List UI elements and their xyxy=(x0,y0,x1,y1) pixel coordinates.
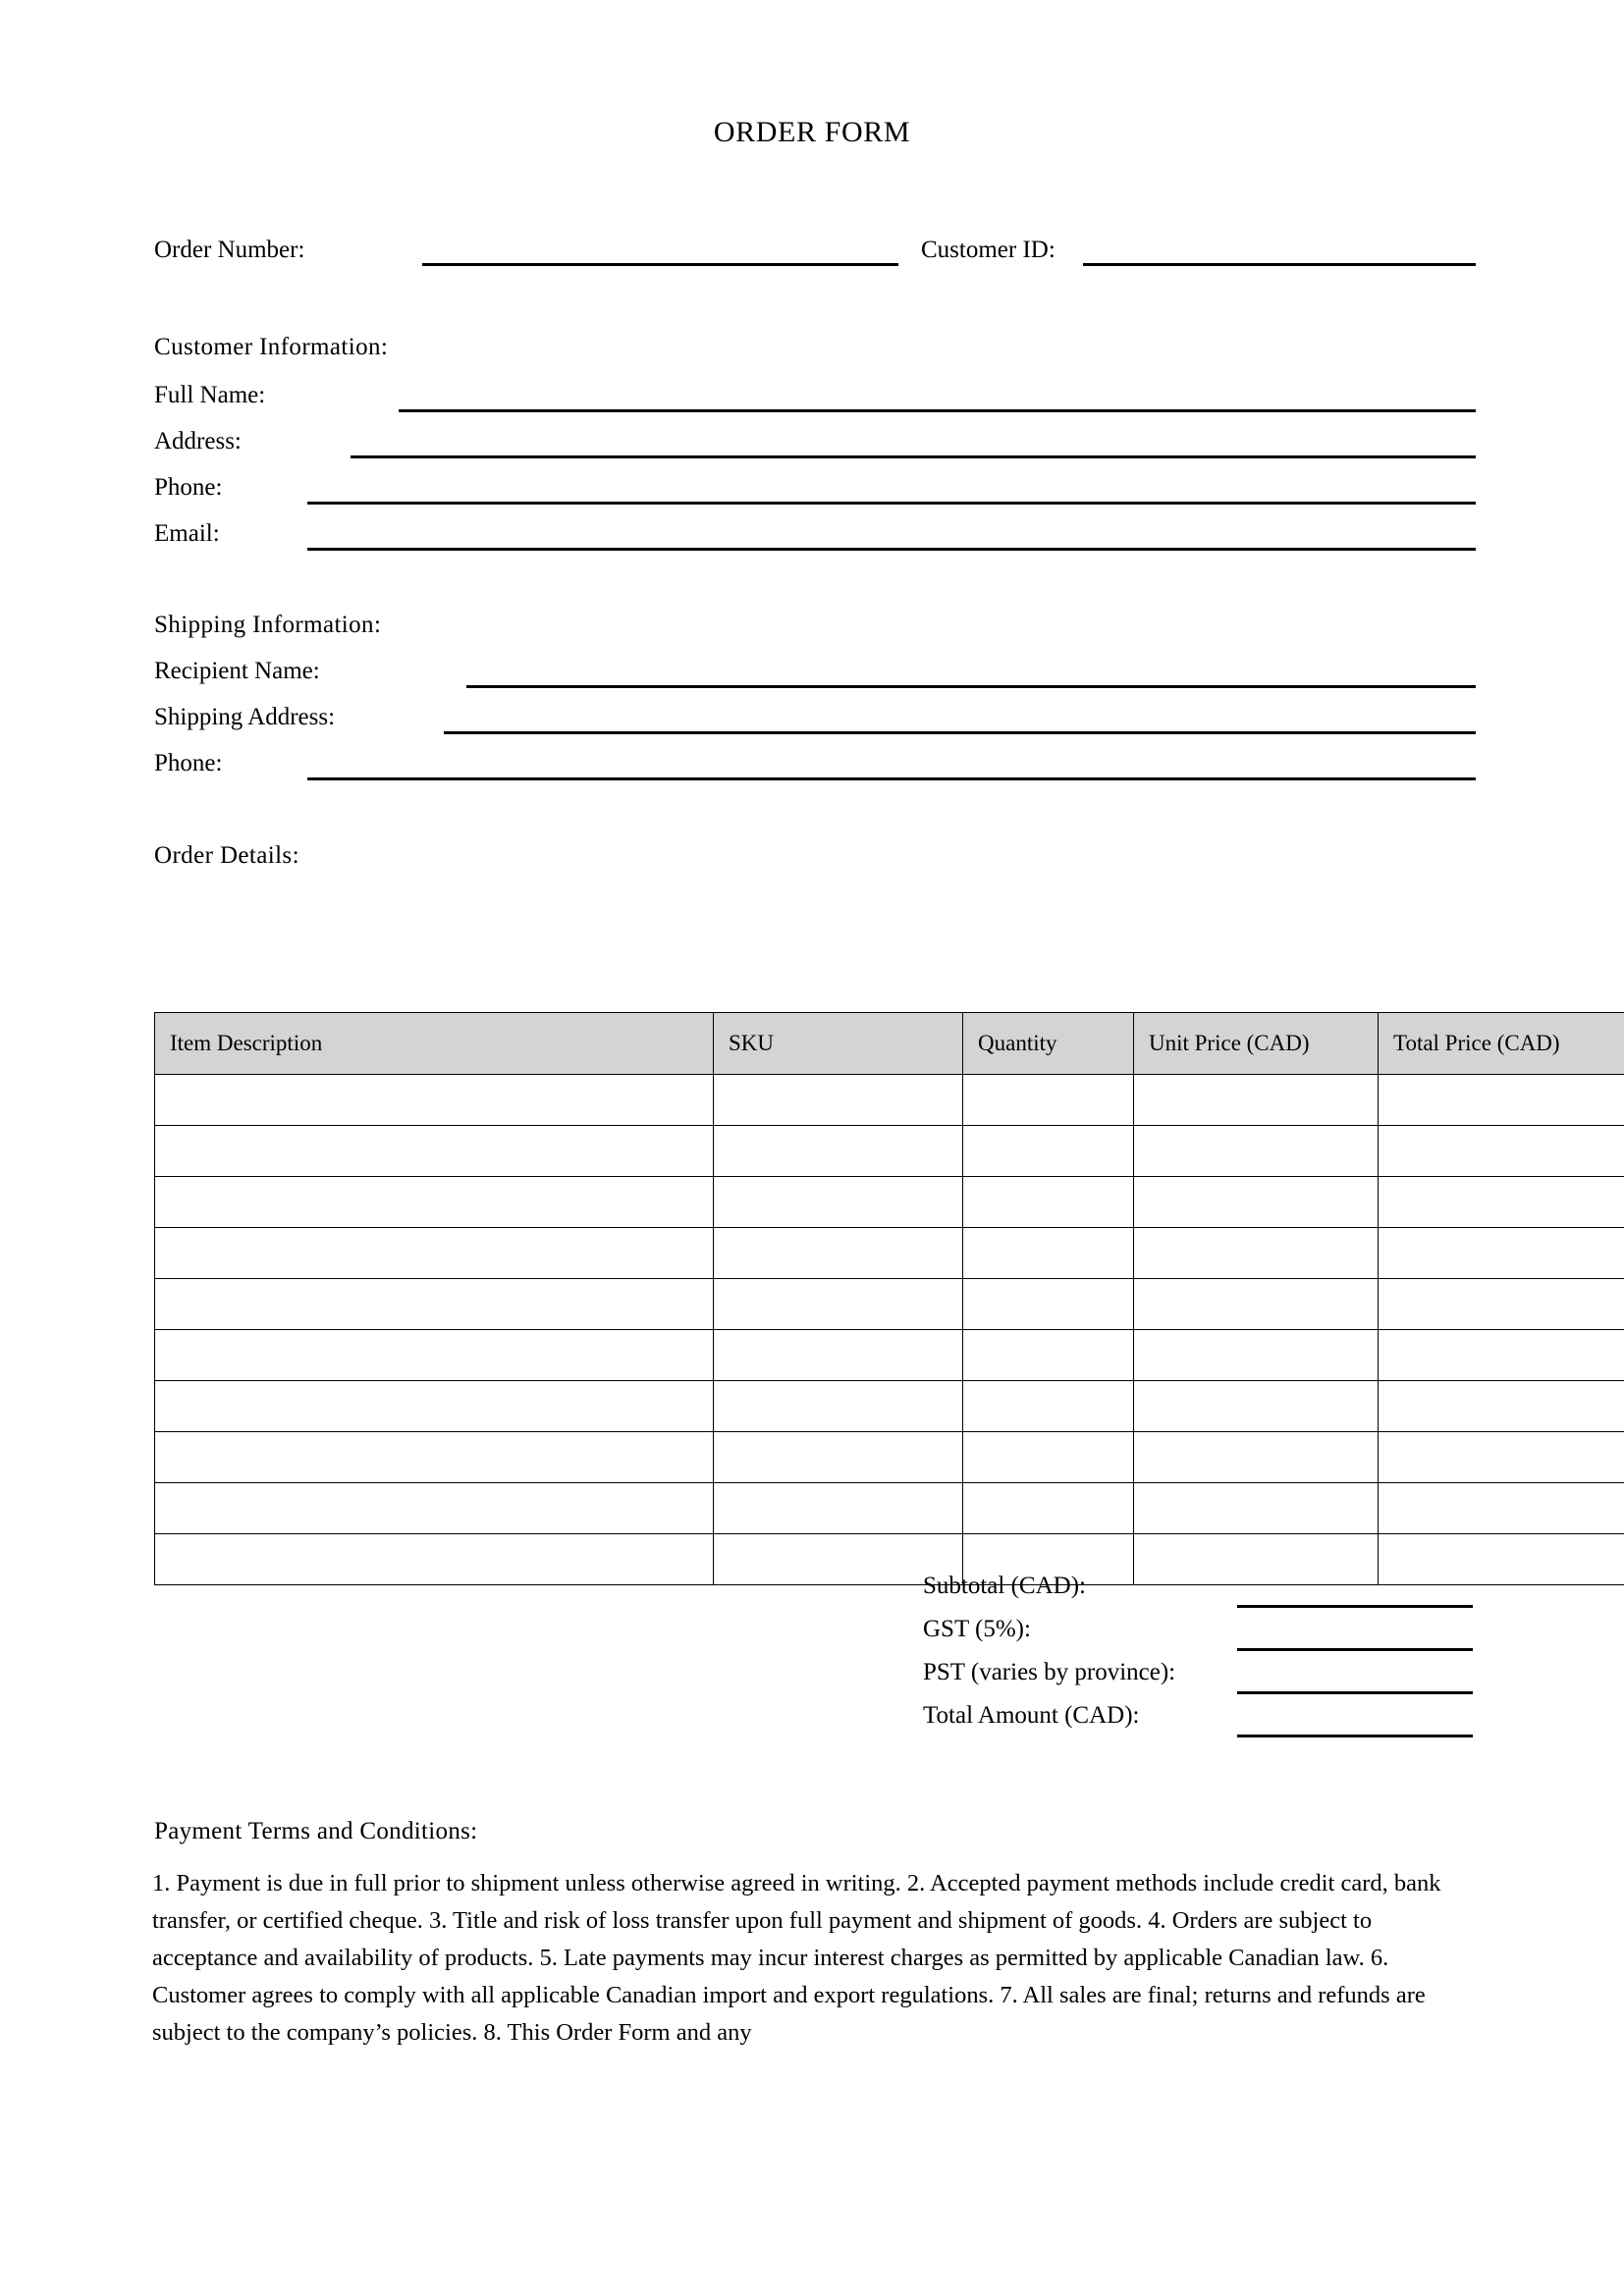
recipient-name-input[interactable] xyxy=(466,685,1476,688)
address-label: Address: xyxy=(154,428,242,454)
table-row xyxy=(155,1330,1624,1381)
table-row xyxy=(155,1228,1624,1279)
shipping-phone-label: Phone: xyxy=(154,750,223,776)
cell-sku[interactable] xyxy=(714,1330,963,1381)
cell-quantity[interactable] xyxy=(963,1483,1134,1534)
cell-quantity[interactable] xyxy=(963,1432,1134,1483)
total-amount-label: Total Amount (CAD): xyxy=(923,1702,1140,1729)
cell-item-description[interactable] xyxy=(155,1432,714,1483)
customer-information-heading: Customer Information: xyxy=(154,334,389,360)
shipping-information-heading: Shipping Information: xyxy=(154,612,382,638)
cell-unit-price[interactable] xyxy=(1134,1228,1379,1279)
column-header-quantity: Quantity xyxy=(963,1013,1134,1075)
order-number-label: Order Number: xyxy=(154,237,305,263)
totals-block xyxy=(923,1574,1473,1746)
cell-total-price[interactable] xyxy=(1379,1483,1624,1534)
cell-item-description[interactable] xyxy=(155,1381,714,1432)
cell-total-price[interactable] xyxy=(1379,1126,1624,1177)
customer-id-label: Customer ID: xyxy=(921,237,1056,263)
table-row xyxy=(155,1483,1624,1534)
cell-unit-price[interactable] xyxy=(1134,1126,1379,1177)
page-title: ORDER FORM xyxy=(713,116,911,148)
table-row xyxy=(155,1279,1624,1330)
pst-input[interactable] xyxy=(1237,1691,1473,1694)
order-items-table-body xyxy=(155,1075,1624,1585)
subtotal-input[interactable] xyxy=(1237,1605,1473,1608)
cell-quantity[interactable] xyxy=(963,1177,1134,1228)
order-items-table xyxy=(154,1012,1624,1585)
table-row xyxy=(155,1432,1624,1483)
gst-input[interactable] xyxy=(1237,1648,1473,1651)
cell-unit-price[interactable] xyxy=(1134,1330,1379,1381)
totals-row xyxy=(923,1660,1473,1703)
column-header-item-description: Item Description xyxy=(155,1013,714,1075)
cell-sku[interactable] xyxy=(714,1432,963,1483)
cell-item-description[interactable] xyxy=(155,1177,714,1228)
table-row xyxy=(155,1177,1624,1228)
cell-unit-price[interactable] xyxy=(1134,1075,1379,1126)
total-amount-input[interactable] xyxy=(1237,1735,1473,1737)
cell-sku[interactable] xyxy=(714,1483,963,1534)
cell-unit-price[interactable] xyxy=(1134,1279,1379,1330)
cell-item-description[interactable] xyxy=(155,1126,714,1177)
email-input[interactable] xyxy=(307,548,1476,551)
order-details-heading: Order Details: xyxy=(154,842,299,869)
cell-unit-price[interactable] xyxy=(1134,1432,1379,1483)
cell-quantity[interactable] xyxy=(963,1228,1134,1279)
address-input[interactable] xyxy=(351,455,1476,458)
cell-quantity[interactable] xyxy=(963,1279,1134,1330)
table-row xyxy=(155,1075,1624,1126)
customer-phone-label: Phone: xyxy=(154,474,223,501)
full-name-input[interactable] xyxy=(399,409,1476,412)
order-items-table-head xyxy=(155,1013,1624,1075)
customer-id-input[interactable] xyxy=(1083,263,1476,266)
cell-sku[interactable] xyxy=(714,1279,963,1330)
cell-quantity[interactable] xyxy=(963,1075,1134,1126)
email-label: Email: xyxy=(154,520,220,547)
cell-sku[interactable] xyxy=(714,1075,963,1126)
pst-label: PST (varies by province): xyxy=(923,1659,1176,1685)
cell-total-price[interactable] xyxy=(1379,1432,1624,1483)
table-row xyxy=(155,1381,1624,1432)
payment-terms-body: 1. Payment is due in full prior to shipment unless otherwise agreed in writing. 2. Accepted payment methods include credit card, bank transfer, or certified cheque. 3. Title and risk of loss transfer upon full payment and shipment of goods. 4. Orders are subject to acceptance and availability of products. 5. Late payments may incur interest charges as permitted by applicable Canadian law. 6. Customer agrees to comply with all applicable Canadian import and export regulations. 7. All sales are final; returns and refunds are subject to the company’s policies. 8. This Order Form and any xyxy=(152,1870,1441,2046)
cell-sku[interactable] xyxy=(714,1381,963,1432)
cell-unit-price[interactable] xyxy=(1134,1177,1379,1228)
order-number-input[interactable] xyxy=(422,263,898,266)
customer-phone-input[interactable] xyxy=(307,502,1476,505)
cell-total-price[interactable] xyxy=(1379,1228,1624,1279)
totals-row xyxy=(923,1703,1473,1746)
cell-item-description[interactable] xyxy=(155,1330,714,1381)
totals-row xyxy=(923,1574,1473,1617)
cell-item-description[interactable] xyxy=(155,1279,714,1330)
cell-total-price[interactable] xyxy=(1379,1330,1624,1381)
cell-total-price[interactable] xyxy=(1379,1381,1624,1432)
subtotal-label: Subtotal (CAD): xyxy=(923,1573,1086,1599)
column-header-sku: SKU xyxy=(714,1013,963,1075)
column-header-total-price: Total Price (CAD) xyxy=(1379,1013,1624,1075)
shipping-phone-input[interactable] xyxy=(307,777,1476,780)
cell-item-description[interactable] xyxy=(155,1534,714,1585)
payment-terms-heading: Payment Terms and Conditions: xyxy=(154,1818,478,1844)
cell-item-description[interactable] xyxy=(155,1228,714,1279)
recipient-name-label: Recipient Name: xyxy=(154,658,320,684)
full-name-label: Full Name: xyxy=(154,382,266,408)
cell-total-price[interactable] xyxy=(1379,1075,1624,1126)
cell-unit-price[interactable] xyxy=(1134,1381,1379,1432)
table-row xyxy=(155,1126,1624,1177)
shipping-address-input[interactable] xyxy=(444,731,1476,734)
cell-total-price[interactable] xyxy=(1379,1177,1624,1228)
cell-sku[interactable] xyxy=(714,1228,963,1279)
cell-total-price[interactable] xyxy=(1379,1279,1624,1330)
column-header-unit-price: Unit Price (CAD) xyxy=(1134,1013,1379,1075)
cell-quantity[interactable] xyxy=(963,1330,1134,1381)
gst-label: GST (5%): xyxy=(923,1616,1031,1642)
shipping-address-label: Shipping Address: xyxy=(154,704,336,730)
cell-quantity[interactable] xyxy=(963,1126,1134,1177)
cell-quantity[interactable] xyxy=(963,1381,1134,1432)
cell-item-description[interactable] xyxy=(155,1075,714,1126)
cell-unit-price[interactable] xyxy=(1134,1483,1379,1534)
totals-row xyxy=(923,1617,1473,1660)
cell-item-description[interactable] xyxy=(155,1483,714,1534)
cell-sku[interactable] xyxy=(714,1126,963,1177)
cell-sku[interactable] xyxy=(714,1177,963,1228)
table-header-row xyxy=(155,1013,1624,1075)
